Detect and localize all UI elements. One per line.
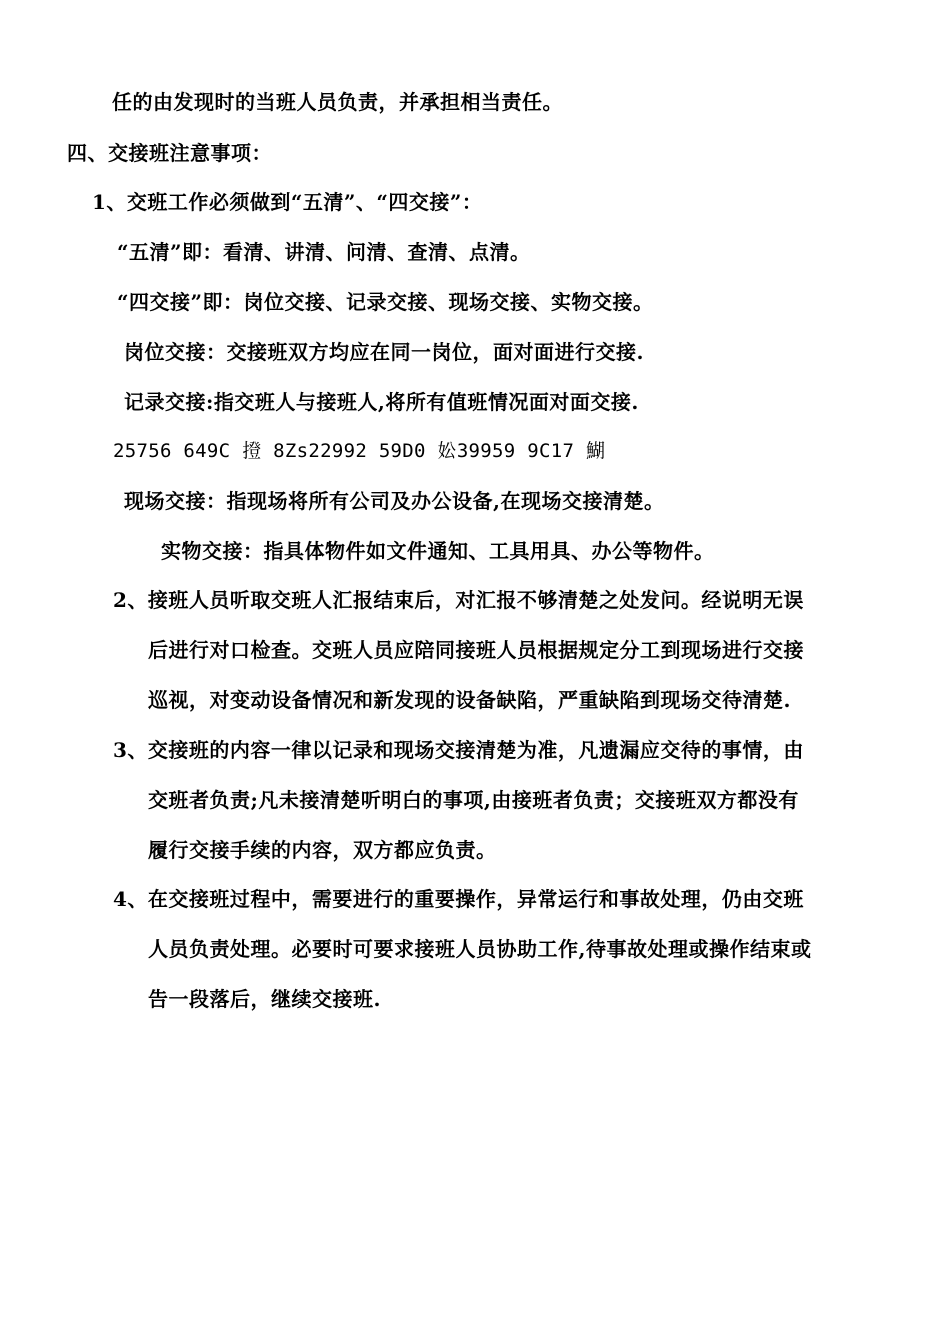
list-item-4-line-2: 人员负责处理。必要时可要求接班人员协助工作,待事故处理或操作结束或 — [148, 937, 812, 961]
list-item-2-line-3: 巡视，对变动设备情况和新发现的设备缺陷，严重缺陷到现场交待清楚. — [148, 688, 791, 712]
list-item-3-line-2: 交班者负责;凡未接清楚听明白的事项,由接班者负责；交接班双方都没有 — [148, 788, 799, 812]
text-line-record-handover: 记录交接:指交班人与接班人,将所有值班情况面对面交接. — [124, 390, 639, 414]
text-line-four-handover: “四交接”即：岗位交接、记录交接、现场交接、实物交接。 — [117, 290, 654, 314]
list-item-1: 1、交班工作必须做到“五清”、“四交接”： — [92, 190, 483, 214]
text-line-post-handover: 岗位交接：交接班双方均应在同一岗位，面对面进行交接. — [124, 340, 644, 364]
section-heading-notes: 四、交接班注意事项： — [67, 141, 272, 165]
list-item-2-line-1: 2、接班人员听取交班人汇报结束后，对汇报不够清楚之处发问。经说明无误 — [113, 588, 804, 612]
text-line-five-clear: “五清”即：看清、讲清、问清、查清、点清。 — [117, 240, 531, 264]
text-line-site-handover: 现场交接：指现场将所有公司及办公设备,在现场交接清楚。 — [124, 489, 665, 513]
list-item-3-line-1: 3、交接班的内容一律以记录和现场交接清楚为准，凡遗漏应交待的事情，由 — [113, 738, 804, 762]
list-item-3-line-3: 履行交接手续的内容，双方都应负责。 — [148, 838, 497, 862]
list-item-2-line-2: 后进行对口检查。交班人员应陪同接班人员根据规定分工到现场进行交接 — [148, 638, 804, 662]
list-item-4-line-1: 4、在交接班过程中，需要进行的重要操作，异常运行和事故处理，仍由交班 — [113, 887, 804, 911]
text-line-item-handover: 实物交接：指具体物件如文件通知、工具用具、办公等物件。 — [161, 539, 715, 563]
text-line-responsibility: 任的由发现时的当班人员负责，并承担相当责任。 — [112, 90, 563, 114]
list-item-4-line-3: 告一段落后，继续交接班. — [148, 987, 381, 1011]
text-line-code-artifact: 25756 649C 撜 8Zs22992 59D0 妐39959 9C17 鰗 — [113, 440, 606, 462]
